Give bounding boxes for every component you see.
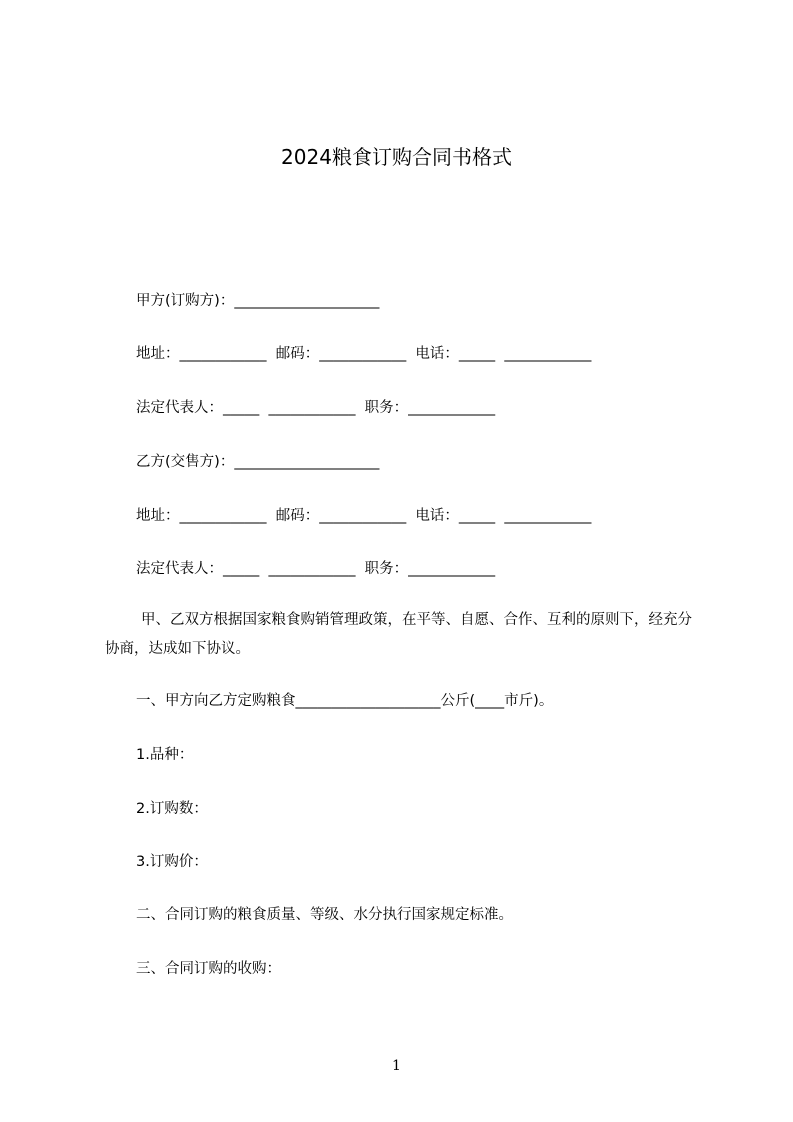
preamble-text: 甲、乙双方根据国家粮食购销管理政策，在平等、自愿、合作、互利的原则下，经充分协商，达成如下协议。 xyxy=(105,612,692,657)
clause-2: 二、合同订购的粮食质量、等级、水分执行国家规定标准。 xyxy=(136,907,513,923)
item-quantity: 2.订购数： xyxy=(136,801,208,817)
item-price: 3.订购价： xyxy=(136,854,208,870)
item-variety: 1.品种： xyxy=(136,747,194,763)
clause-1: 一、甲方向乙方定购粮食____________________公斤(____市斤)。 xyxy=(136,693,554,709)
party-b-address-line: 地址：____________ 邮码：____________ 电话：_____ ____________ xyxy=(136,508,592,524)
page-number: 1 xyxy=(392,1058,401,1074)
document-title: 2024粮食订购合同书格式 xyxy=(281,145,512,169)
party-b-name-line: 乙方(交售方)：____________________ xyxy=(136,454,380,470)
clause-3: 三、合同订购的收购： xyxy=(136,961,281,977)
preamble-paragraph xyxy=(105,606,697,664)
party-b-representative-line: 法定代表人：_____ ____________ 职务：____________ xyxy=(136,561,496,577)
party-a-address-line: 地址：____________ 邮码：____________ 电话：_____ ____________ xyxy=(136,346,592,362)
party-a-name-line: 甲方(订购方)：____________________ xyxy=(136,293,380,309)
party-a-representative-line: 法定代表人：_____ ____________ 职务：____________ xyxy=(136,400,496,416)
